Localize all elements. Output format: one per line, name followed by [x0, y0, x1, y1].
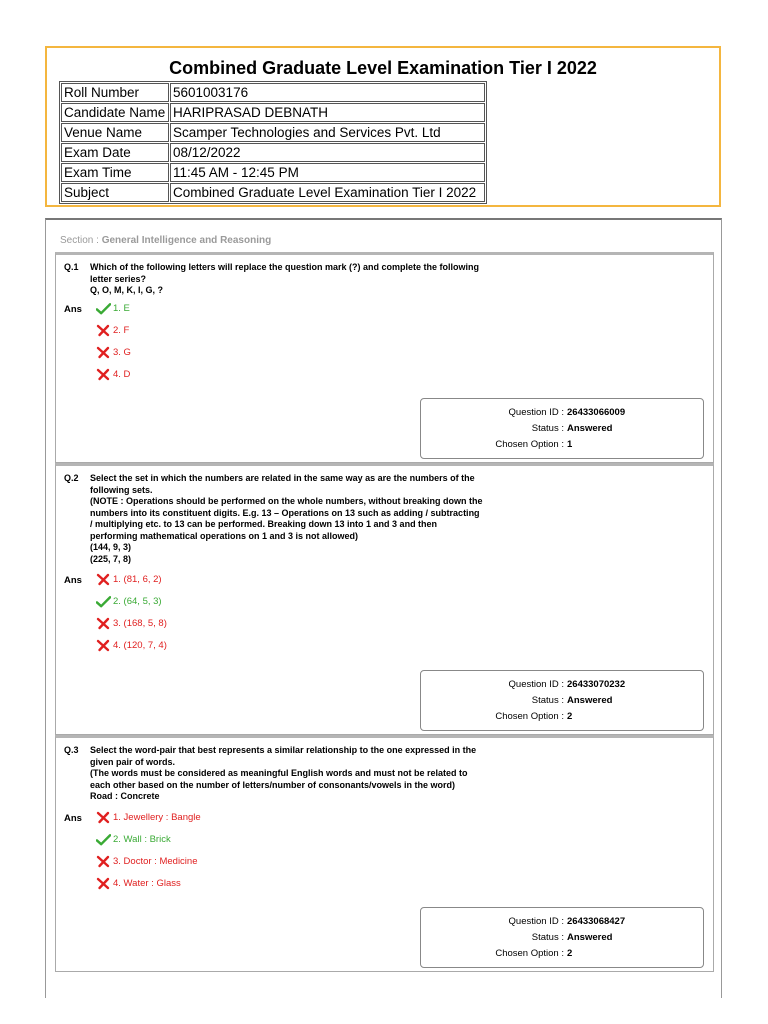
- answer-option: [96, 324, 129, 337]
- info-value: HARIPRASAD DEBNATH: [170, 103, 485, 122]
- status-label: Status :: [531, 932, 564, 943]
- option-text: 1. Jewellery : Bangle: [113, 812, 201, 823]
- answer-option: [96, 368, 130, 381]
- answer-option: [96, 617, 167, 630]
- question-line: (The words must be considered as meaningful English words and must not be related to: [90, 768, 468, 778]
- chosen-option-value: 1: [567, 439, 573, 450]
- info-value: Combined Graduate Level Examination Tier I 2022: [170, 183, 485, 202]
- option-text: 3. G: [113, 347, 131, 358]
- question-number: Q.1: [64, 262, 79, 272]
- question-line: / multiplying etc. to 13 can be performed. Breaking down 13 into 1 and 3 and then: [90, 519, 438, 529]
- option-text: 4. D: [113, 369, 131, 380]
- answer-option: [96, 302, 130, 315]
- question-card: [55, 463, 714, 735]
- cross-icon: [96, 877, 111, 890]
- ans-label: Ans: [64, 575, 82, 586]
- question-text: [90, 262, 520, 297]
- question-line: given pair of words.: [90, 756, 176, 767]
- info-label: Candidate Name: [61, 103, 169, 122]
- status-label: Status :: [531, 423, 564, 434]
- question-line: (144, 9, 3): [90, 542, 132, 552]
- info-value: 11:45 AM - 12:45 PM: [170, 163, 485, 182]
- question-line: (NOTE : Operations should be performed on the whole numbers, without breaking down the: [90, 496, 483, 506]
- question-id-value: 26433066009: [567, 407, 626, 418]
- check-icon: [96, 595, 111, 608]
- option-text: 4. (120, 7, 4): [113, 640, 167, 651]
- info-label: Venue Name: [61, 123, 169, 142]
- section-label: [60, 235, 271, 246]
- info-label: Subject: [61, 183, 169, 202]
- chosen-option-row: [421, 439, 703, 450]
- ans-label: Ans: [64, 813, 82, 824]
- option-text: 2. Wall : Brick: [113, 834, 171, 845]
- cross-icon: [96, 811, 111, 824]
- chosen-option-label: Chosen Option :: [495, 948, 564, 959]
- exam-title: Combined Graduate Level Examination Tier I 2022: [169, 58, 597, 78]
- question-id-label: Question ID :: [508, 679, 564, 690]
- chosen-option-row: [421, 711, 703, 722]
- check-icon: [96, 302, 111, 315]
- question-card: [55, 252, 714, 463]
- question-number: Q.2: [64, 473, 79, 483]
- check-icon: [96, 833, 111, 846]
- question-id-row: [421, 916, 703, 927]
- cross-icon: [96, 573, 111, 586]
- cross-icon: [96, 346, 111, 359]
- status-row: [421, 423, 703, 434]
- cross-icon: [96, 368, 111, 381]
- chosen-option-row: [421, 948, 703, 959]
- question-line: performing mathematical operations on 1 and 3 is not allowed): [90, 530, 359, 541]
- candidate-info-card: [45, 46, 721, 207]
- candidate-info-table: [59, 81, 487, 204]
- cross-icon: [96, 324, 111, 337]
- status-value: Answered: [567, 932, 613, 943]
- question-id-label: Question ID :: [508, 916, 564, 927]
- option-text: 1. E: [113, 303, 130, 314]
- question-line: (225, 7, 8): [90, 553, 132, 564]
- option-text: 4. Water : Glass: [113, 878, 181, 889]
- chosen-option-label: Chosen Option :: [495, 439, 564, 450]
- answer-option: [96, 346, 131, 359]
- chosen-option-value: 2: [567, 711, 573, 722]
- info-row: [61, 83, 485, 102]
- info-value: 08/12/2022: [170, 143, 485, 162]
- question-line: Select the word-pair that best represents a similar relationship to the one expressed in the: [90, 745, 477, 755]
- info-row: [61, 123, 485, 142]
- chosen-option-value: 2: [567, 948, 573, 959]
- status-row: [421, 932, 703, 943]
- info-row: [61, 103, 485, 122]
- question-id-label: Question ID :: [508, 407, 564, 418]
- option-text: 3. Doctor : Medicine: [113, 856, 198, 867]
- question-line: each other based on the number of letters/number of consonants/vowels in the word): [90, 779, 456, 790]
- cross-icon: [96, 639, 111, 652]
- info-value: Scamper Technologies and Services Pvt. Ltd: [170, 123, 485, 142]
- info-label: Roll Number: [61, 83, 169, 102]
- question-line: Road : Concrete: [90, 791, 160, 801]
- option-text: 2. F: [113, 325, 130, 336]
- question-line: Q, O, M, K, I, G, ?: [90, 285, 164, 295]
- question-line: numbers into its constituent digits. E.g. 13 – Operations on 13 such as adding / subtracting: [90, 507, 480, 518]
- question-line: Which of the following letters will replace the question mark (?) and complete the following: [90, 262, 480, 272]
- question-id-row: [421, 679, 703, 690]
- question-id-value: 26433068427: [567, 916, 626, 927]
- ans-label: Ans: [64, 304, 82, 315]
- question-line: following sets.: [90, 484, 153, 495]
- cross-icon: [96, 617, 111, 630]
- info-label: Exam Date: [61, 143, 169, 162]
- question-text: [90, 473, 520, 565]
- cross-icon: [96, 855, 111, 868]
- question-line: letter series?: [90, 273, 147, 284]
- info-row: [61, 143, 485, 162]
- section-name: General Intelligence and Reasoning: [101, 235, 272, 246]
- option-text: 3. (168, 5, 8): [113, 618, 167, 629]
- status-label: Status :: [531, 695, 564, 706]
- question-text: [90, 745, 520, 803]
- answer-option: [96, 833, 171, 846]
- info-value: 5601003176: [170, 83, 485, 102]
- question-id-row: [421, 407, 703, 418]
- question-line: Select the set in which the numbers are related in the same way as are the numbers of the: [90, 473, 475, 483]
- status-value: Answered: [567, 695, 613, 706]
- question-card: [55, 735, 714, 972]
- option-text: 2. (64, 5, 3): [113, 596, 162, 607]
- question-meta-box: [420, 907, 704, 968]
- option-text: 1. (81, 6, 2): [113, 574, 162, 585]
- status-row: [421, 695, 703, 706]
- chosen-option-label: Chosen Option :: [495, 711, 564, 722]
- status-value: Answered: [567, 423, 613, 434]
- answer-option: [96, 877, 181, 890]
- question-number: Q.3: [64, 745, 79, 755]
- answer-option: [96, 811, 201, 824]
- question-meta-box: [420, 670, 704, 731]
- answer-option: [96, 595, 162, 608]
- answer-option: [96, 639, 167, 652]
- answer-option: [96, 855, 197, 868]
- section-prefix: Section :: [60, 235, 102, 246]
- info-label: Exam Time: [61, 163, 169, 182]
- answer-option: [96, 573, 162, 586]
- info-row: [61, 163, 485, 182]
- question-id-value: 26433070232: [567, 679, 626, 690]
- info-row: [61, 183, 485, 202]
- question-meta-box: [420, 398, 704, 459]
